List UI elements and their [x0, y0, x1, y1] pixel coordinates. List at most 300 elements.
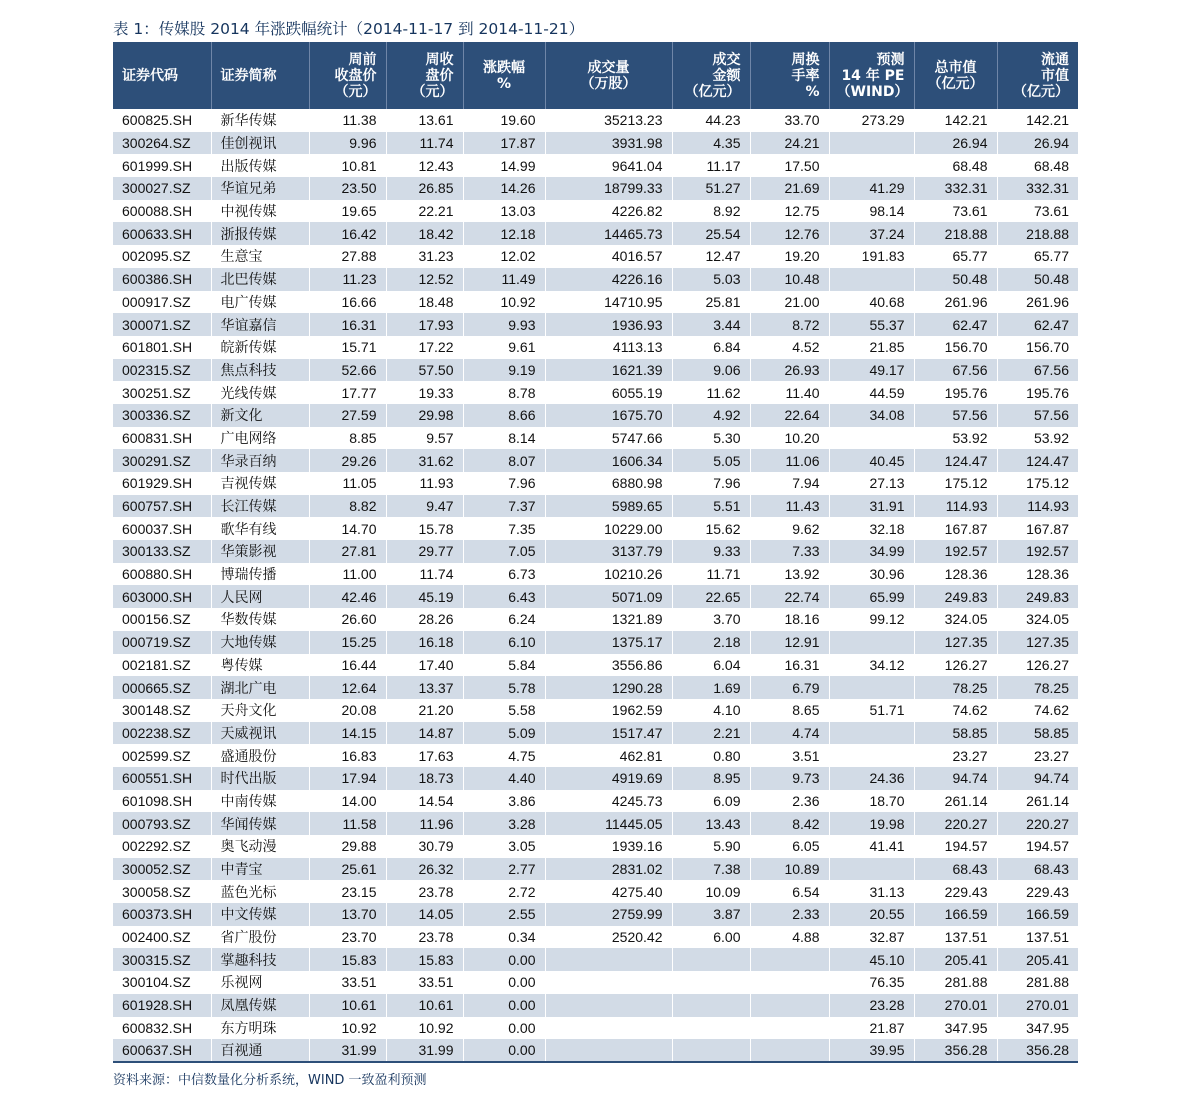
header-float-mcap-line: 流通	[1041, 51, 1069, 68]
cell-pe: 32.87	[829, 926, 914, 949]
cell-turnover: 22.74	[750, 585, 829, 608]
cell-name: 广电网络	[211, 427, 309, 450]
cell-float-mcap: 270.01	[997, 994, 1078, 1017]
cell-code: 300264.SZ	[113, 132, 211, 155]
cell-change-pct: 8.78	[463, 381, 545, 404]
cell-amount	[672, 948, 750, 971]
cell-code: 000917.SZ	[113, 291, 211, 314]
cell-code: 600637.SH	[113, 1039, 211, 1062]
cell-code: 000156.SZ	[113, 608, 211, 631]
cell-prev-close: 27.88	[309, 245, 386, 268]
cell-turnover: 4.88	[750, 926, 829, 949]
cell-volume: 35213.23	[545, 109, 672, 132]
cell-close: 10.61	[386, 994, 463, 1017]
header-amount	[672, 42, 750, 109]
cell-float-mcap: 74.62	[997, 699, 1078, 722]
cell-name: 奥飞动漫	[211, 835, 309, 858]
cell-close: 26.32	[386, 858, 463, 881]
cell-float-mcap: 78.25	[997, 676, 1078, 699]
cell-turnover: 12.76	[750, 222, 829, 245]
cell-total-mcap: 50.48	[914, 268, 997, 291]
cell-total-mcap: 142.21	[914, 109, 997, 132]
cell-turnover	[750, 1039, 829, 1062]
cell-amount: 6.09	[672, 790, 750, 813]
cell-total-mcap: 67.56	[914, 359, 997, 382]
cell-float-mcap: 194.57	[997, 835, 1078, 858]
cell-float-mcap: 67.56	[997, 359, 1078, 382]
cell-name: 中文传媒	[211, 903, 309, 926]
cell-name: 天舟文化	[211, 699, 309, 722]
cell-float-mcap: 68.48	[997, 154, 1078, 177]
cell-volume: 3931.98	[545, 132, 672, 155]
cell-turnover: 22.64	[750, 404, 829, 427]
cell-name: 中南传媒	[211, 790, 309, 813]
cell-volume: 14710.95	[545, 291, 672, 314]
cell-amount: 11.17	[672, 154, 750, 177]
cell-prev-close: 11.00	[309, 563, 386, 586]
cell-code: 000793.SZ	[113, 812, 211, 835]
cell-volume: 18799.33	[545, 177, 672, 200]
cell-turnover: 12.75	[750, 200, 829, 223]
cell-close: 18.48	[386, 291, 463, 314]
cell-amount: 0.80	[672, 744, 750, 767]
cell-float-mcap: 324.05	[997, 608, 1078, 631]
cell-code: 002599.SZ	[113, 744, 211, 767]
document-page	[113, 16, 1078, 1088]
cell-name: 乐视网	[211, 971, 309, 994]
cell-close: 10.92	[386, 1017, 463, 1040]
cell-volume: 10210.26	[545, 563, 672, 586]
table-row	[113, 812, 1078, 835]
cell-pe: 18.70	[829, 790, 914, 813]
cell-close: 26.85	[386, 177, 463, 200]
table-row	[113, 132, 1078, 155]
cell-change-pct: 6.73	[463, 563, 545, 586]
cell-change-pct: 5.84	[463, 654, 545, 677]
cell-float-mcap: 62.47	[997, 313, 1078, 336]
header-pe-line: （WIND）	[836, 83, 909, 100]
cell-close: 23.78	[386, 926, 463, 949]
source-note: 资料来源：中信数量化分析系统，WIND 一致盈利预测	[113, 1072, 427, 1088]
cell-close: 21.20	[386, 699, 463, 722]
header-turnover-line: 周换	[791, 51, 820, 68]
cell-pe: 55.37	[829, 313, 914, 336]
cell-pe: 31.91	[829, 495, 914, 518]
cell-prev-close: 31.99	[309, 1039, 386, 1062]
cell-float-mcap: 205.41	[997, 948, 1078, 971]
cell-close: 17.22	[386, 336, 463, 359]
cell-turnover: 21.00	[750, 291, 829, 314]
cell-turnover: 10.48	[750, 268, 829, 291]
header-prev-close	[309, 42, 386, 109]
table-row	[113, 222, 1078, 245]
cell-float-mcap: 65.77	[997, 245, 1078, 268]
cell-code: 002181.SZ	[113, 654, 211, 677]
cell-name: 长江传媒	[211, 495, 309, 518]
cell-code: 300104.SZ	[113, 971, 211, 994]
table-row	[113, 109, 1078, 132]
cell-amount: 5.03	[672, 268, 750, 291]
cell-close: 17.93	[386, 313, 463, 336]
cell-pe: 273.29	[829, 109, 914, 132]
cell-name: 皖新传媒	[211, 336, 309, 359]
table-row	[113, 880, 1078, 903]
cell-volume	[545, 948, 672, 971]
cell-total-mcap: 261.14	[914, 790, 997, 813]
cell-turnover: 6.79	[750, 676, 829, 699]
cell-total-mcap: 53.92	[914, 427, 997, 450]
cell-total-mcap: 73.61	[914, 200, 997, 223]
cell-amount: 7.38	[672, 858, 750, 881]
cell-pe: 39.95	[829, 1039, 914, 1062]
cell-change-pct: 0.00	[463, 1039, 545, 1062]
cell-amount: 22.65	[672, 585, 750, 608]
cell-total-mcap: 65.77	[914, 245, 997, 268]
cell-prev-close: 20.08	[309, 699, 386, 722]
cell-prev-close: 14.70	[309, 517, 386, 540]
cell-volume: 1621.39	[545, 359, 672, 382]
cell-code: 002238.SZ	[113, 722, 211, 745]
cell-name: 华闻传媒	[211, 812, 309, 835]
cell-float-mcap: 156.70	[997, 336, 1078, 359]
cell-turnover: 6.05	[750, 835, 829, 858]
cell-prev-close: 16.66	[309, 291, 386, 314]
cell-close: 30.79	[386, 835, 463, 858]
cell-total-mcap: 68.48	[914, 154, 997, 177]
cell-prev-close: 27.59	[309, 404, 386, 427]
cell-prev-close: 11.58	[309, 812, 386, 835]
cell-volume: 3556.86	[545, 654, 672, 677]
header-turnover	[750, 42, 829, 109]
cell-pe: 98.14	[829, 200, 914, 223]
cell-float-mcap: 114.93	[997, 495, 1078, 518]
cell-change-pct: 3.28	[463, 812, 545, 835]
cell-name: 中视传媒	[211, 200, 309, 223]
cell-float-mcap: 229.43	[997, 880, 1078, 903]
cell-close: 19.33	[386, 381, 463, 404]
cell-close: 13.61	[386, 109, 463, 132]
cell-float-mcap: 50.48	[997, 268, 1078, 291]
cell-total-mcap: 68.43	[914, 858, 997, 881]
cell-prev-close: 33.51	[309, 971, 386, 994]
header-volume	[545, 42, 672, 109]
header-float-mcap-line: （亿元）	[1013, 83, 1069, 100]
table-row	[113, 427, 1078, 450]
cell-change-pct: 4.75	[463, 744, 545, 767]
cell-total-mcap: 205.41	[914, 948, 997, 971]
cell-name: 华谊嘉信	[211, 313, 309, 336]
cell-name: 北巴传媒	[211, 268, 309, 291]
cell-code: 600832.SH	[113, 1017, 211, 1040]
cell-amount: 4.35	[672, 132, 750, 155]
table-row	[113, 1039, 1078, 1062]
cell-close: 9.47	[386, 495, 463, 518]
cell-float-mcap: 142.21	[997, 109, 1078, 132]
cell-close: 13.37	[386, 676, 463, 699]
table-row	[113, 948, 1078, 971]
table-row	[113, 903, 1078, 926]
cell-amount: 25.81	[672, 291, 750, 314]
header-volume-line: 成交量	[587, 59, 630, 76]
cell-name: 华录百纳	[211, 449, 309, 472]
cell-name: 出版传媒	[211, 154, 309, 177]
cell-amount	[672, 971, 750, 994]
cell-turnover	[750, 994, 829, 1017]
cell-volume: 4226.82	[545, 200, 672, 223]
cell-change-pct: 9.61	[463, 336, 545, 359]
cell-pe	[829, 427, 914, 450]
cell-code: 002095.SZ	[113, 245, 211, 268]
header-amount-line: 金额	[712, 67, 741, 84]
cell-turnover: 3.51	[750, 744, 829, 767]
cell-float-mcap: 281.88	[997, 971, 1078, 994]
cell-close: 16.18	[386, 631, 463, 654]
cell-close: 11.93	[386, 472, 463, 495]
cell-code: 300058.SZ	[113, 880, 211, 903]
cell-code: 600757.SH	[113, 495, 211, 518]
cell-pe: 21.85	[829, 336, 914, 359]
cell-code: 603000.SH	[113, 585, 211, 608]
cell-total-mcap: 128.36	[914, 563, 997, 586]
cell-code: 600373.SH	[113, 903, 211, 926]
cell-prev-close: 23.70	[309, 926, 386, 949]
cell-turnover: 8.65	[750, 699, 829, 722]
table-title: 表 1：传媒股 2014 年涨跌幅统计（2014-11-17 到 2014-11-21）	[113, 20, 585, 38]
cell-code: 601098.SH	[113, 790, 211, 813]
cell-total-mcap: 57.56	[914, 404, 997, 427]
header-change-pct-line: 涨跌幅	[483, 59, 525, 76]
cell-amount: 25.54	[672, 222, 750, 245]
cell-close: 33.51	[386, 971, 463, 994]
cell-total-mcap: 62.47	[914, 313, 997, 336]
cell-close: 14.87	[386, 722, 463, 745]
cell-code: 600088.SH	[113, 200, 211, 223]
cell-total-mcap: 347.95	[914, 1017, 997, 1040]
cell-amount: 10.09	[672, 880, 750, 903]
cell-change-pct: 7.96	[463, 472, 545, 495]
cell-float-mcap: 166.59	[997, 903, 1078, 926]
cell-name: 中青宝	[211, 858, 309, 881]
cell-change-pct: 0.00	[463, 948, 545, 971]
cell-pe	[829, 676, 914, 699]
cell-prev-close: 16.83	[309, 744, 386, 767]
cell-turnover: 9.62	[750, 517, 829, 540]
cell-total-mcap: 220.27	[914, 812, 997, 835]
table-row	[113, 699, 1078, 722]
cell-close: 12.52	[386, 268, 463, 291]
cell-volume: 2831.02	[545, 858, 672, 881]
cell-total-mcap: 58.85	[914, 722, 997, 745]
cell-name: 华谊兄弟	[211, 177, 309, 200]
cell-total-mcap: 356.28	[914, 1039, 997, 1062]
cell-close: 31.23	[386, 245, 463, 268]
cell-pe: 45.10	[829, 948, 914, 971]
cell-total-mcap: 175.12	[914, 472, 997, 495]
cell-name: 时代出版	[211, 767, 309, 790]
table-row	[113, 994, 1078, 1017]
table-row	[113, 563, 1078, 586]
cell-name: 人民网	[211, 585, 309, 608]
cell-volume: 1962.59	[545, 699, 672, 722]
table-row	[113, 449, 1078, 472]
cell-change-pct: 5.09	[463, 722, 545, 745]
cell-prev-close: 23.50	[309, 177, 386, 200]
cell-code: 300133.SZ	[113, 540, 211, 563]
header-turnover-line: 手率	[791, 67, 820, 84]
cell-amount: 51.27	[672, 177, 750, 200]
cell-code: 300071.SZ	[113, 313, 211, 336]
cell-change-pct: 0.00	[463, 994, 545, 1017]
cell-prev-close: 8.82	[309, 495, 386, 518]
cell-name: 蓝色光标	[211, 880, 309, 903]
cell-turnover: 13.92	[750, 563, 829, 586]
header-total-mcap-line: 总市值	[934, 59, 977, 76]
cell-amount: 3.87	[672, 903, 750, 926]
cell-prev-close: 8.85	[309, 427, 386, 450]
cell-volume: 4016.57	[545, 245, 672, 268]
cell-name: 掌趣科技	[211, 948, 309, 971]
header-pe-line: 预测	[876, 51, 905, 68]
table-row	[113, 495, 1078, 518]
media-stock-table	[113, 42, 1078, 1063]
cell-float-mcap: 68.43	[997, 858, 1078, 881]
cell-pe: 20.55	[829, 903, 914, 926]
cell-prev-close: 12.64	[309, 676, 386, 699]
cell-volume: 2759.99	[545, 903, 672, 926]
cell-turnover: 7.33	[750, 540, 829, 563]
cell-total-mcap: 218.88	[914, 222, 997, 245]
cell-amount: 5.51	[672, 495, 750, 518]
cell-code: 601801.SH	[113, 336, 211, 359]
cell-float-mcap: 347.95	[997, 1017, 1078, 1040]
cell-prev-close: 19.65	[309, 200, 386, 223]
cell-total-mcap: 192.57	[914, 540, 997, 563]
table-row	[113, 1017, 1078, 1040]
cell-code: 300148.SZ	[113, 699, 211, 722]
cell-pe	[829, 722, 914, 745]
cell-name: 焦点科技	[211, 359, 309, 382]
header-float-mcap-line: 市值	[1041, 67, 1069, 84]
cell-close: 23.78	[386, 880, 463, 903]
cell-volume	[545, 971, 672, 994]
cell-volume	[545, 994, 672, 1017]
cell-float-mcap: 220.27	[997, 812, 1078, 835]
cell-pe: 191.83	[829, 245, 914, 268]
cell-volume: 10229.00	[545, 517, 672, 540]
cell-volume: 6880.98	[545, 472, 672, 495]
cell-amount: 7.96	[672, 472, 750, 495]
cell-volume: 1375.17	[545, 631, 672, 654]
cell-volume: 5747.66	[545, 427, 672, 450]
header-total-mcap	[914, 42, 997, 109]
table-row	[113, 291, 1078, 314]
cell-change-pct: 12.18	[463, 222, 545, 245]
cell-code: 300027.SZ	[113, 177, 211, 200]
cell-close: 15.78	[386, 517, 463, 540]
cell-turnover: 2.36	[750, 790, 829, 813]
table-row	[113, 313, 1078, 336]
cell-name: 新华传媒	[211, 109, 309, 132]
cell-float-mcap: 26.94	[997, 132, 1078, 155]
cell-turnover: 4.74	[750, 722, 829, 745]
cell-volume	[545, 1039, 672, 1062]
cell-amount: 2.18	[672, 631, 750, 654]
cell-volume: 4245.73	[545, 790, 672, 813]
header-total-mcap-line: （亿元）	[927, 75, 984, 92]
cell-code: 300052.SZ	[113, 858, 211, 881]
cell-total-mcap: 332.31	[914, 177, 997, 200]
cell-change-pct: 6.43	[463, 585, 545, 608]
cell-close: 11.74	[386, 132, 463, 155]
cell-float-mcap: 261.96	[997, 291, 1078, 314]
cell-volume: 6055.19	[545, 381, 672, 404]
cell-name: 博瑞传播	[211, 563, 309, 586]
cell-total-mcap: 281.88	[914, 971, 997, 994]
cell-amount: 8.95	[672, 767, 750, 790]
cell-total-mcap: 114.93	[914, 495, 997, 518]
cell-turnover: 19.20	[750, 245, 829, 268]
cell-turnover: 8.72	[750, 313, 829, 336]
table-row	[113, 790, 1078, 813]
cell-float-mcap: 23.27	[997, 744, 1078, 767]
cell-prev-close: 9.96	[309, 132, 386, 155]
cell-prev-close: 11.05	[309, 472, 386, 495]
cell-name: 吉视传媒	[211, 472, 309, 495]
cell-float-mcap: 137.51	[997, 926, 1078, 949]
cell-prev-close: 11.23	[309, 268, 386, 291]
header-turnover-line: %	[805, 83, 820, 100]
cell-pe	[829, 744, 914, 767]
cell-pe	[829, 858, 914, 881]
cell-float-mcap: 58.85	[997, 722, 1078, 745]
cell-pe	[829, 268, 914, 291]
cell-amount: 9.06	[672, 359, 750, 382]
cell-prev-close: 15.71	[309, 336, 386, 359]
cell-code: 600037.SH	[113, 517, 211, 540]
table-row	[113, 381, 1078, 404]
cell-code: 601999.SH	[113, 154, 211, 177]
cell-total-mcap: 249.83	[914, 585, 997, 608]
cell-name: 华数传媒	[211, 608, 309, 631]
cell-change-pct: 7.37	[463, 495, 545, 518]
cell-pe: 21.87	[829, 1017, 914, 1040]
cell-volume: 5989.65	[545, 495, 672, 518]
cell-prev-close: 14.15	[309, 722, 386, 745]
cell-amount: 2.21	[672, 722, 750, 745]
cell-prev-close: 17.77	[309, 381, 386, 404]
cell-name: 华策影视	[211, 540, 309, 563]
cell-name: 电广传媒	[211, 291, 309, 314]
cell-prev-close: 29.88	[309, 835, 386, 858]
cell-prev-close: 15.25	[309, 631, 386, 654]
cell-total-mcap: 124.47	[914, 449, 997, 472]
cell-total-mcap: 270.01	[914, 994, 997, 1017]
cell-code: 601929.SH	[113, 472, 211, 495]
cell-turnover: 7.94	[750, 472, 829, 495]
cell-amount: 6.84	[672, 336, 750, 359]
header-prev-close-line: 周前	[348, 51, 377, 68]
cell-code: 600880.SH	[113, 563, 211, 586]
header-volume-line: （万股）	[580, 75, 637, 92]
cell-prev-close: 13.70	[309, 903, 386, 926]
cell-amount: 5.05	[672, 449, 750, 472]
header-pe-line: 14 年 PE	[841, 67, 905, 84]
cell-turnover: 33.70	[750, 109, 829, 132]
cell-code: 002315.SZ	[113, 359, 211, 382]
cell-change-pct: 2.77	[463, 858, 545, 881]
cell-prev-close: 15.83	[309, 948, 386, 971]
cell-amount: 3.70	[672, 608, 750, 631]
